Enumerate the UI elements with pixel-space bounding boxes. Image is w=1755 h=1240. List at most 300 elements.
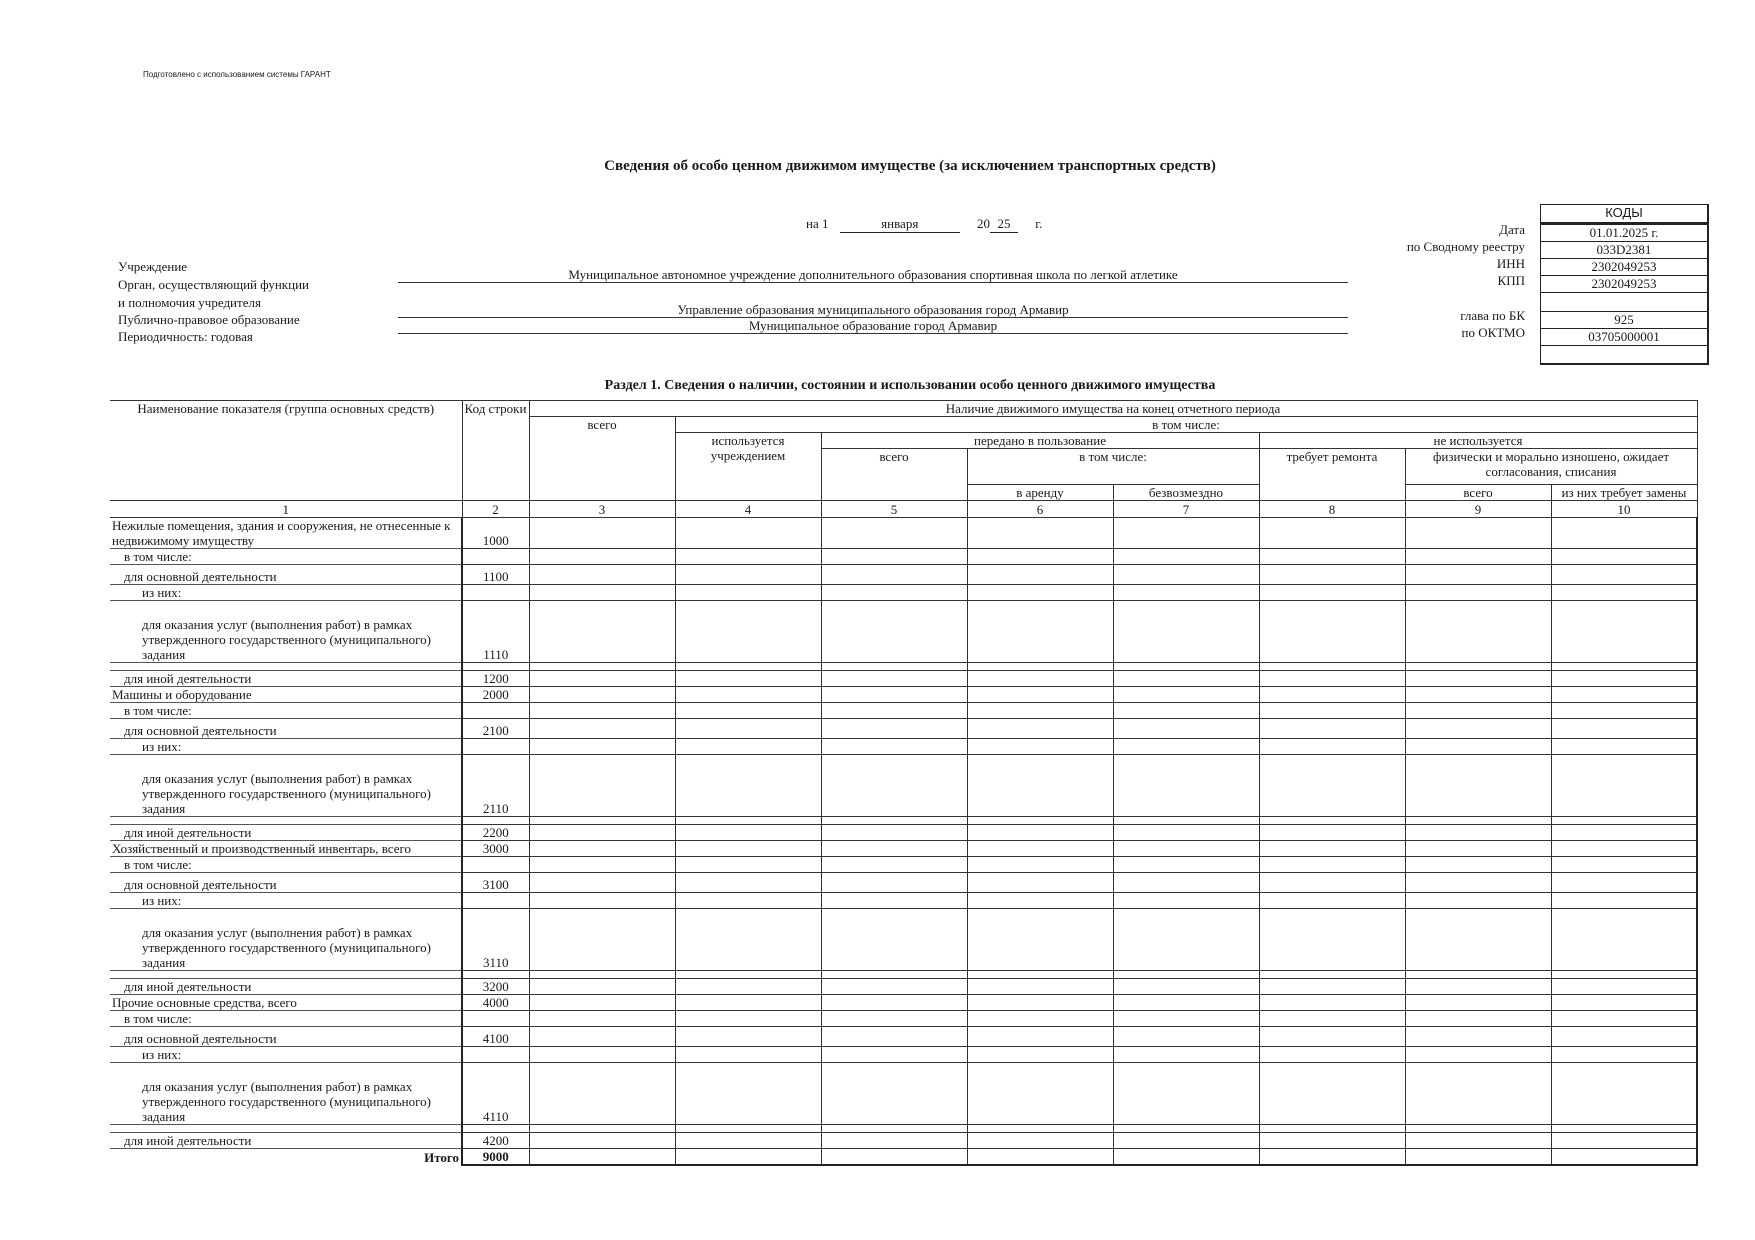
table-row [110,601,1697,663]
value-cell [1259,1027,1405,1047]
value-cell [1113,739,1259,755]
value-cell [967,755,1113,817]
header-worn: физически и морально изношено, ожидает согласования, списания [1405,449,1697,485]
value-cell [675,1149,821,1166]
value-cell [1551,663,1697,671]
value-cell [821,565,967,585]
value-cell [675,995,821,1011]
code-label-bk: глава по БК [1460,308,1525,323]
value-cell [1405,979,1551,995]
value-cell [1405,549,1551,565]
value-cell [1259,1011,1405,1027]
value-cell [821,601,967,663]
value-cell [529,857,675,873]
value-cell [529,687,675,703]
table-row [110,565,1697,585]
value-cell [1405,703,1551,719]
value-cell [967,585,1113,601]
value-cell [967,817,1113,825]
value-cell [821,995,967,1011]
value-cell [675,1125,821,1133]
value-cell [1405,1133,1551,1149]
row-code [462,817,529,825]
value-cell [821,1149,967,1166]
value-cell [1259,703,1405,719]
value-cell [821,873,967,893]
value-cell [1259,739,1405,755]
row-name [110,663,462,671]
value-cell [821,755,967,817]
value-cell [1113,585,1259,601]
value-cell [821,1125,967,1133]
value-cell [675,1063,821,1125]
value-cell [1405,565,1551,585]
col-number: 3 [529,501,675,518]
value-cell [529,979,675,995]
table-row [110,1011,1697,1027]
row-name: из них: [110,585,462,601]
header-total: всего [529,417,675,501]
value-cell [967,979,1113,995]
value-cell [675,755,821,817]
date-prefix: на 1 [806,216,829,231]
row-code: 2110 [462,755,529,817]
value-cell [821,1027,967,1047]
row-name: для иной деятельности [110,671,462,687]
table-row [110,549,1697,565]
value-cell [967,1125,1113,1133]
value-cell [967,971,1113,979]
value-cell [1405,825,1551,841]
value-cell [529,893,675,909]
value-cell [1259,1047,1405,1063]
code-bk: 925 [1541,312,1707,329]
value-cell [1113,1063,1259,1125]
value-cell [1113,1125,1259,1133]
header-code: Код строки [462,401,529,501]
value-cell [1551,549,1697,565]
row-code: 2200 [462,825,529,841]
row-code [462,1047,529,1063]
value-cell [529,1011,675,1027]
code-blank [1541,293,1707,312]
value-cell [1405,1125,1551,1133]
row-name: из них: [110,739,462,755]
label-founder-2: и полномочия учредителя [118,295,261,310]
value-cell [1551,825,1697,841]
value-cell [529,995,675,1011]
col-number: 6 [967,501,1113,518]
value-cell [821,971,967,979]
row-name: в том числе: [110,1011,462,1027]
value-cell [529,663,675,671]
value-cell [1113,518,1259,549]
property-table [110,400,1698,1166]
date-year: 25 [990,216,1018,233]
header-transferred: передано в пользование [821,433,1259,449]
value-cell [529,565,675,585]
value-cell [1551,971,1697,979]
value-cell [967,1133,1113,1149]
value-cell [967,549,1113,565]
value-cell [675,1011,821,1027]
row-name: в том числе: [110,549,462,565]
row-name [110,817,462,825]
row-code: 1000 [462,518,529,549]
table-row [110,817,1697,825]
value-cell [1405,719,1551,739]
value-cell [1405,873,1551,893]
value-cell [1259,585,1405,601]
value-cell [1405,601,1551,663]
row-name: Нежилые помещения, здания и сооружения, не отнесенные к недвижимому имуществу [110,518,462,549]
institution-value: Муниципальное автономное учреждение дополнительного образования спортивная школа по легкой атлетике [398,267,1348,283]
value-cell [1113,703,1259,719]
value-cell [1259,825,1405,841]
value-cell [675,585,821,601]
header-transferred-total: всего [821,449,967,501]
value-cell [967,893,1113,909]
section-title: Раздел 1. Сведения о наличии, состоянии и использовании особо ценного движимого имущества [604,378,1216,393]
table-row [110,739,1697,755]
value-cell [1113,857,1259,873]
row-code [462,893,529,909]
codes-header: КОДЫ [1541,205,1707,223]
table-row [110,825,1697,841]
row-code [462,857,529,873]
value-cell [1551,893,1697,909]
value-cell [529,585,675,601]
value-cell [1551,1047,1697,1063]
header-repair: требует ремонта [1259,449,1405,501]
value-cell [1113,873,1259,893]
value-cell [1551,518,1697,549]
value-cell [675,857,821,873]
value-cell [1113,1027,1259,1047]
row-name: в том числе: [110,857,462,873]
row-name: для оказания услуг (выполнения работ) в рамках утвержденного государственного (муниципального) задания [110,601,462,663]
value-cell [529,817,675,825]
column-numbers [110,501,1697,518]
value-cell [1551,841,1697,857]
value-cell [1259,1149,1405,1166]
value-cell [1551,1027,1697,1047]
value-cell [529,873,675,893]
value-cell [1405,893,1551,909]
value-cell [1259,1125,1405,1133]
table-row [110,687,1697,703]
row-name: для оказания услуг (выполнения работ) в рамках утвержденного государственного (муниципального) задания [110,755,462,817]
value-cell [967,995,1113,1011]
value-cell [967,825,1113,841]
value-cell [1259,909,1405,971]
value-cell [1259,549,1405,565]
value-cell [675,719,821,739]
header-free: безвозмездно [1113,485,1259,501]
value-cell [1259,663,1405,671]
value-cell [675,565,821,585]
row-code: 3000 [462,841,529,857]
header-rent: в аренду [967,485,1113,501]
row-code [462,1011,529,1027]
value-cell [821,979,967,995]
value-cell [821,1011,967,1027]
header-used: используется учреждением [675,433,821,501]
value-cell [821,687,967,703]
value-cell [967,1063,1113,1125]
value-cell [967,719,1113,739]
value-cell [675,817,821,825]
value-cell [1551,739,1697,755]
value-cell [1113,1047,1259,1063]
row-code [462,549,529,565]
header-name: Наименование показателя (группа основных средств) [110,401,462,501]
value-cell [821,663,967,671]
value-cell [1405,755,1551,817]
row-code [462,703,529,719]
value-cell [529,755,675,817]
col-number: 5 [821,501,967,518]
row-code: 4100 [462,1027,529,1047]
value-cell [1551,1133,1697,1149]
col-number: 9 [1405,501,1551,518]
value-cell [1259,817,1405,825]
garant-note: Подготовлено с использованием системы ГАРАНТ [143,70,331,79]
value-cell [821,817,967,825]
codes-box [1540,204,1709,365]
col-number: 7 [1113,501,1259,518]
header-including: в том числе: [675,417,1697,433]
value-cell [1113,601,1259,663]
value-cell [675,1133,821,1149]
value-cell [529,601,675,663]
value-cell [1259,755,1405,817]
value-cell [675,971,821,979]
row-name: из них: [110,893,462,909]
row-name: для основной деятельности [110,873,462,893]
table-row [110,1125,1697,1133]
table-body [110,518,1697,1166]
value-cell [1551,1063,1697,1125]
value-cell [821,825,967,841]
value-cell [1551,979,1697,995]
row-code: 4110 [462,1063,529,1125]
value-cell [529,971,675,979]
value-cell [967,601,1113,663]
code-registry: 033D2381 [1541,242,1707,259]
value-cell [821,549,967,565]
header-replace: из них требует замены [1551,485,1697,501]
label-periodicity: Периодичность: годовая [118,329,253,344]
value-cell [1405,1149,1551,1166]
value-cell [529,671,675,687]
row-name: для основной деятельности [110,719,462,739]
row-name [110,971,462,979]
value-cell [1551,1149,1697,1166]
value-cell [1551,995,1697,1011]
value-cell [1113,909,1259,971]
table-row [110,518,1697,549]
value-cell [821,893,967,909]
value-cell [1405,585,1551,601]
value-cell [1259,841,1405,857]
col-number: 1 [110,501,462,518]
value-cell [1405,857,1551,873]
value-cell [675,549,821,565]
code-inn: 2302049253 [1541,259,1707,276]
value-cell [821,1133,967,1149]
value-cell [967,1047,1113,1063]
value-cell [675,601,821,663]
value-cell [1113,893,1259,909]
value-cell [1405,739,1551,755]
value-cell [1551,857,1697,873]
value-cell [675,841,821,857]
value-cell [821,1047,967,1063]
value-cell [967,518,1113,549]
value-cell [529,825,675,841]
value-cell [529,739,675,755]
value-cell [821,909,967,971]
value-cell [1113,565,1259,585]
value-cell [1551,671,1697,687]
table-row [110,671,1697,687]
row-code [462,739,529,755]
value-cell [1113,671,1259,687]
value-cell [1113,755,1259,817]
value-cell [967,857,1113,873]
table-row [110,1027,1697,1047]
value-cell [529,703,675,719]
value-cell [1405,671,1551,687]
value-cell [967,1149,1113,1166]
row-name: Прочие основные средства, всего [110,995,462,1011]
value-cell [1405,995,1551,1011]
header-not-used: не используется [1259,433,1697,449]
value-cell [967,703,1113,719]
total-code: 9000 [462,1149,529,1166]
table-row [110,979,1697,995]
value-cell [967,663,1113,671]
value-cell [1551,817,1697,825]
value-cell [675,1047,821,1063]
col-number: 4 [675,501,821,518]
value-cell [1551,601,1697,663]
value-cell [1259,857,1405,873]
row-name: Хозяйственный и производственный инвентарь, всего [110,841,462,857]
value-cell [967,1027,1113,1047]
value-cell [1113,1149,1259,1166]
row-code [462,971,529,979]
value-cell [1259,873,1405,893]
header-worn-total: всего [1405,485,1551,501]
value-cell [1113,549,1259,565]
table-row [110,873,1697,893]
table-row [110,755,1697,817]
row-name: в том числе: [110,703,462,719]
code-label-date: Дата [1499,222,1525,237]
value-cell [1113,687,1259,703]
value-cell [529,549,675,565]
value-cell [821,857,967,873]
value-cell [1113,719,1259,739]
date-suffix: г. [1035,216,1043,231]
value-cell [529,1047,675,1063]
row-name: для основной деятельности [110,1027,462,1047]
value-cell [529,1125,675,1133]
col-number: 8 [1259,501,1405,518]
row-code: 1110 [462,601,529,663]
value-cell [1405,1047,1551,1063]
value-cell [529,1027,675,1047]
label-institution: Учреждение [118,259,188,274]
row-code: 2000 [462,687,529,703]
value-cell [821,739,967,755]
row-code: 3110 [462,909,529,971]
table-row [110,663,1697,671]
value-cell [1405,909,1551,971]
table-row [110,971,1697,979]
value-cell [1113,841,1259,857]
value-cell [1113,1011,1259,1027]
row-code: 4000 [462,995,529,1011]
value-cell [1259,601,1405,663]
code-blank-2 [1541,346,1707,363]
value-cell [1405,663,1551,671]
value-cell [1551,565,1697,585]
value-cell [967,671,1113,687]
row-name: для иной деятельности [110,825,462,841]
value-cell [675,893,821,909]
value-cell [675,687,821,703]
value-cell [529,518,675,549]
row-name: для иной деятельности [110,1133,462,1149]
value-cell [967,687,1113,703]
value-cell [821,841,967,857]
founder-value: Управление образования муниципального образования город Армавир [398,302,1348,318]
row-code [462,585,529,601]
table-row [110,857,1697,873]
col-number: 2 [462,501,529,518]
row-name: для иной деятельности [110,979,462,995]
label-founder-1: Орган, осуществляющий функции [118,277,309,292]
code-oktmo: 03705000001 [1541,329,1707,346]
table-row [110,703,1697,719]
value-cell [1551,873,1697,893]
value-cell [675,703,821,719]
date-line [806,216,1042,233]
col-number: 10 [1551,501,1697,518]
value-cell [1259,893,1405,909]
value-cell [1113,971,1259,979]
value-cell [675,825,821,841]
value-cell [1113,663,1259,671]
value-cell [675,518,821,549]
value-cell [1405,1027,1551,1047]
value-cell [1405,971,1551,979]
table-row [110,1047,1697,1063]
value-cell [1405,687,1551,703]
row-name [110,1125,462,1133]
code-label-registry: по Сводному реестру [1406,239,1525,254]
value-cell [1113,995,1259,1011]
date-month: января [840,216,960,233]
table-row [110,1133,1697,1149]
value-cell [1405,817,1551,825]
value-cell [967,841,1113,857]
value-cell [529,841,675,857]
code-label-kpp: КПП [1497,273,1525,288]
